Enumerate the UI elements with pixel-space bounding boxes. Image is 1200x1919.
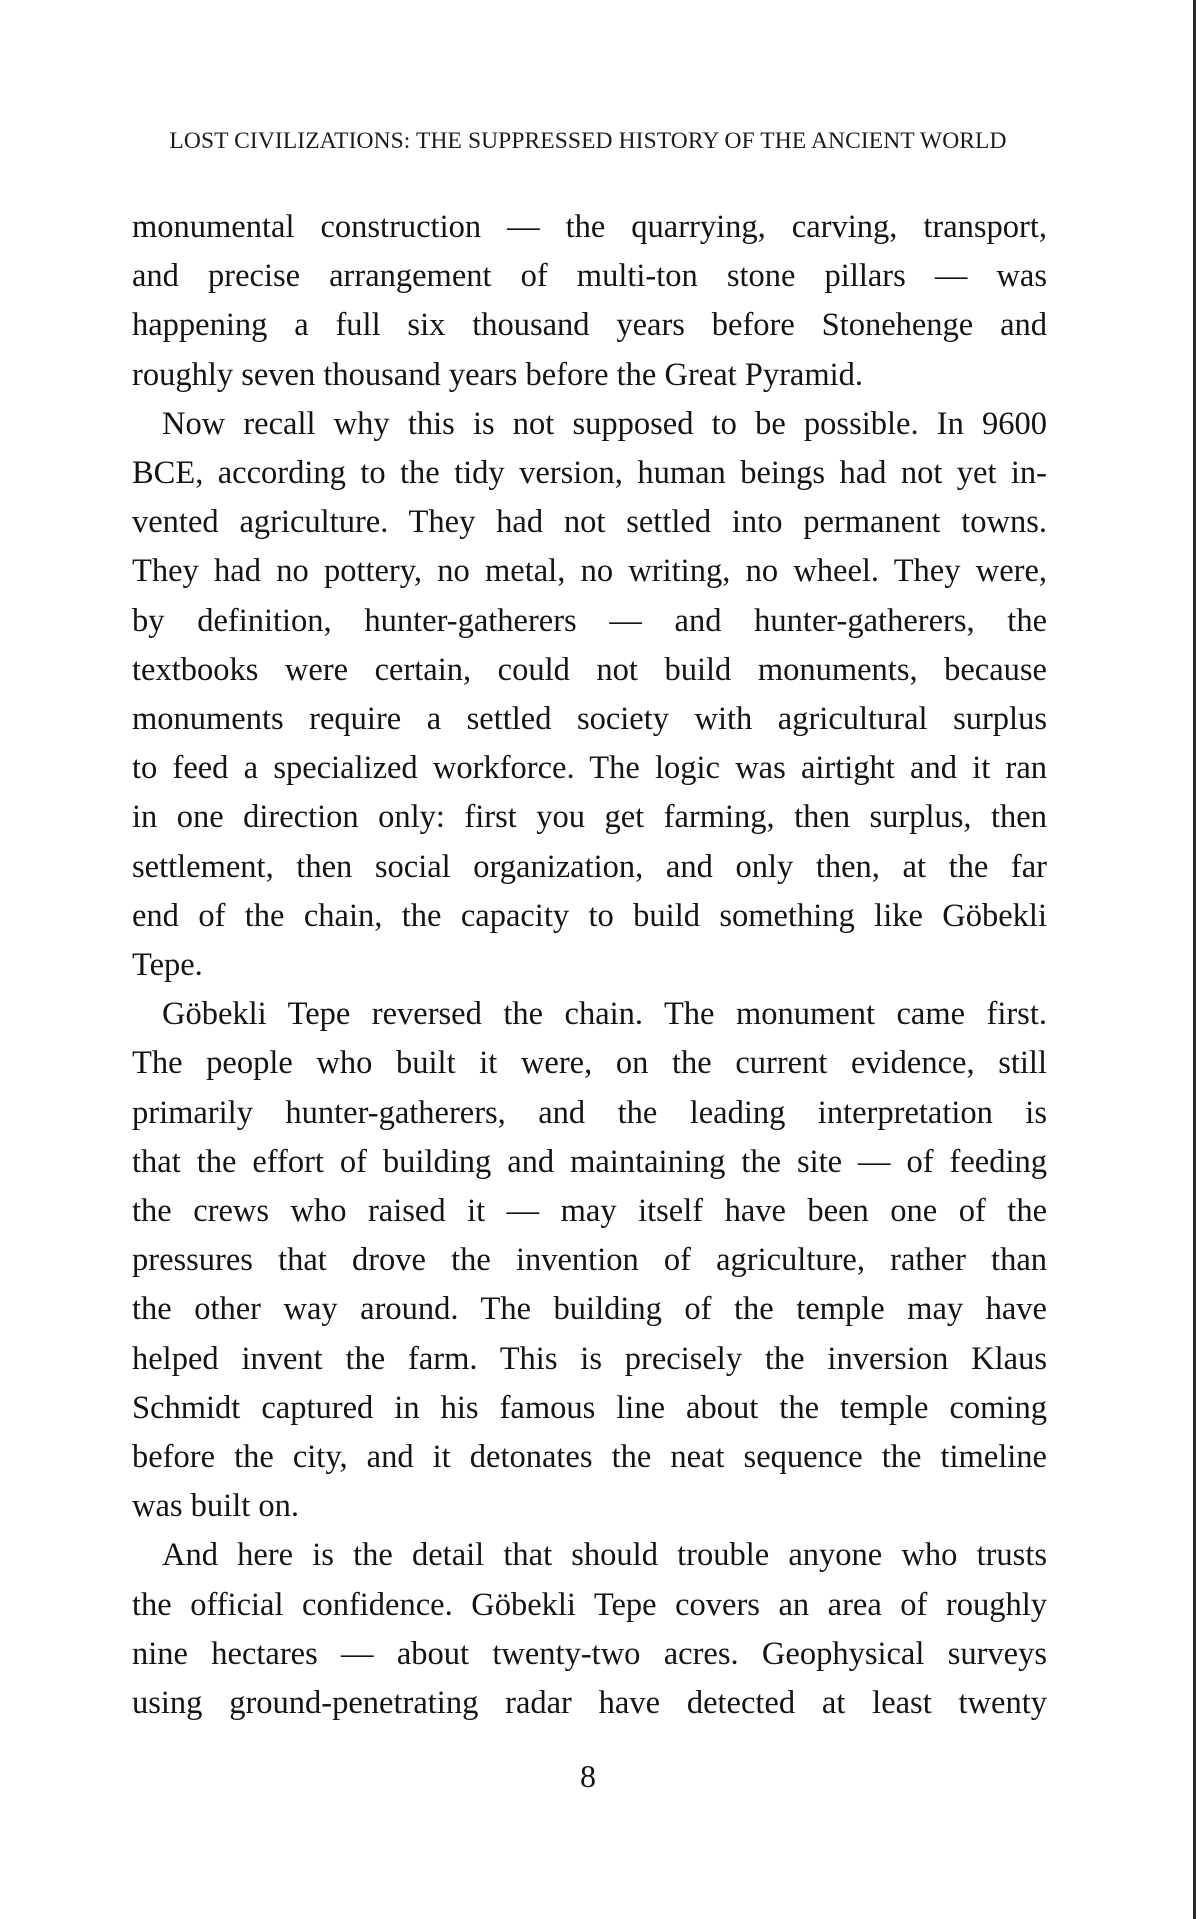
text-line: nine hectares — about twenty-two acres. Geophysical surveys	[132, 1635, 1047, 1672]
text-line: Göbekli Tepe reversed the chain. The monument came first.	[162, 996, 1047, 1033]
text-line: was built on.	[132, 1488, 300, 1525]
text-line: using ground-penetrating radar have detected at least twenty	[132, 1685, 1047, 1722]
paragraph	[132, 1531, 1047, 1728]
text-line: settlement, then social organization, and only then, at the far	[132, 848, 1047, 885]
text-line: And here is the detail that should trouble anyone who trusts	[162, 1537, 1047, 1574]
paragraph	[132, 400, 1047, 990]
text-line: the crews who raised it — may itself have been one of the	[132, 1193, 1047, 1230]
text-line: to feed a specialized workforce. The logic was airtight and it ran	[132, 750, 1047, 787]
text-line: monuments require a settled society with agricultural surplus	[132, 701, 1047, 738]
text-line: Now recall why this is not supposed to be possible. In 9600	[162, 405, 1047, 442]
text-line: before the city, and it detonates the neat sequence the timeline	[132, 1439, 1047, 1476]
paragraph	[132, 990, 1047, 1531]
body-text	[132, 203, 1047, 1728]
text-line: BCE, according to the tidy version, human beings had not yet in-	[132, 455, 1047, 492]
text-line: and precise arrangement of multi-ton stone pillars — was	[132, 258, 1047, 295]
text-line: Tepe.	[132, 947, 203, 984]
text-line: roughly seven thousand years before the Great Pyramid.	[132, 356, 864, 393]
text-line: textbooks were certain, could not build monuments, because	[132, 651, 1047, 688]
text-line: vented agriculture. They had not settled into permanent towns.	[132, 504, 1047, 541]
text-line: happening a full six thousand years before Stonehenge and	[132, 307, 1047, 344]
text-line: They had no pottery, no metal, no writing, no wheel. They were,	[132, 553, 1047, 590]
text-line: primarily hunter-gatherers, and the leading interpretation is	[132, 1094, 1047, 1131]
running-head: LOST CIVILIZATIONS: THE SUPPRESSED HISTORY OF THE ANCIENT WORLD	[169, 128, 1007, 154]
text-line: monumental construction — the quarrying, carving, transport,	[132, 209, 1047, 245]
text-line: in one direction only: first you get farming, then surplus, then	[132, 799, 1047, 836]
paragraph	[132, 203, 1047, 400]
text-line: Schmidt captured in his famous line about the temple coming	[132, 1389, 1047, 1426]
page-number: 8	[580, 1758, 596, 1794]
text-line: that the effort of building and maintaining the site — of feeding	[132, 1143, 1047, 1180]
text-line: end of the chain, the capacity to build something like Göbekli	[132, 897, 1047, 934]
text-line: the other way around. The building of the temple may have	[132, 1291, 1047, 1328]
text-line: pressures that drove the invention of agriculture, rather than	[132, 1242, 1047, 1279]
text-line: The people who built it were, on the current evidence, still	[132, 1045, 1047, 1082]
text-line: by definition, hunter-gatherers — and hunter-gatherers, the	[132, 602, 1047, 639]
text-line: the official confidence. Göbekli Tepe covers an area of roughly	[132, 1586, 1047, 1623]
text-line: helped invent the farm. This is precisely the inversion Klaus	[132, 1340, 1047, 1377]
